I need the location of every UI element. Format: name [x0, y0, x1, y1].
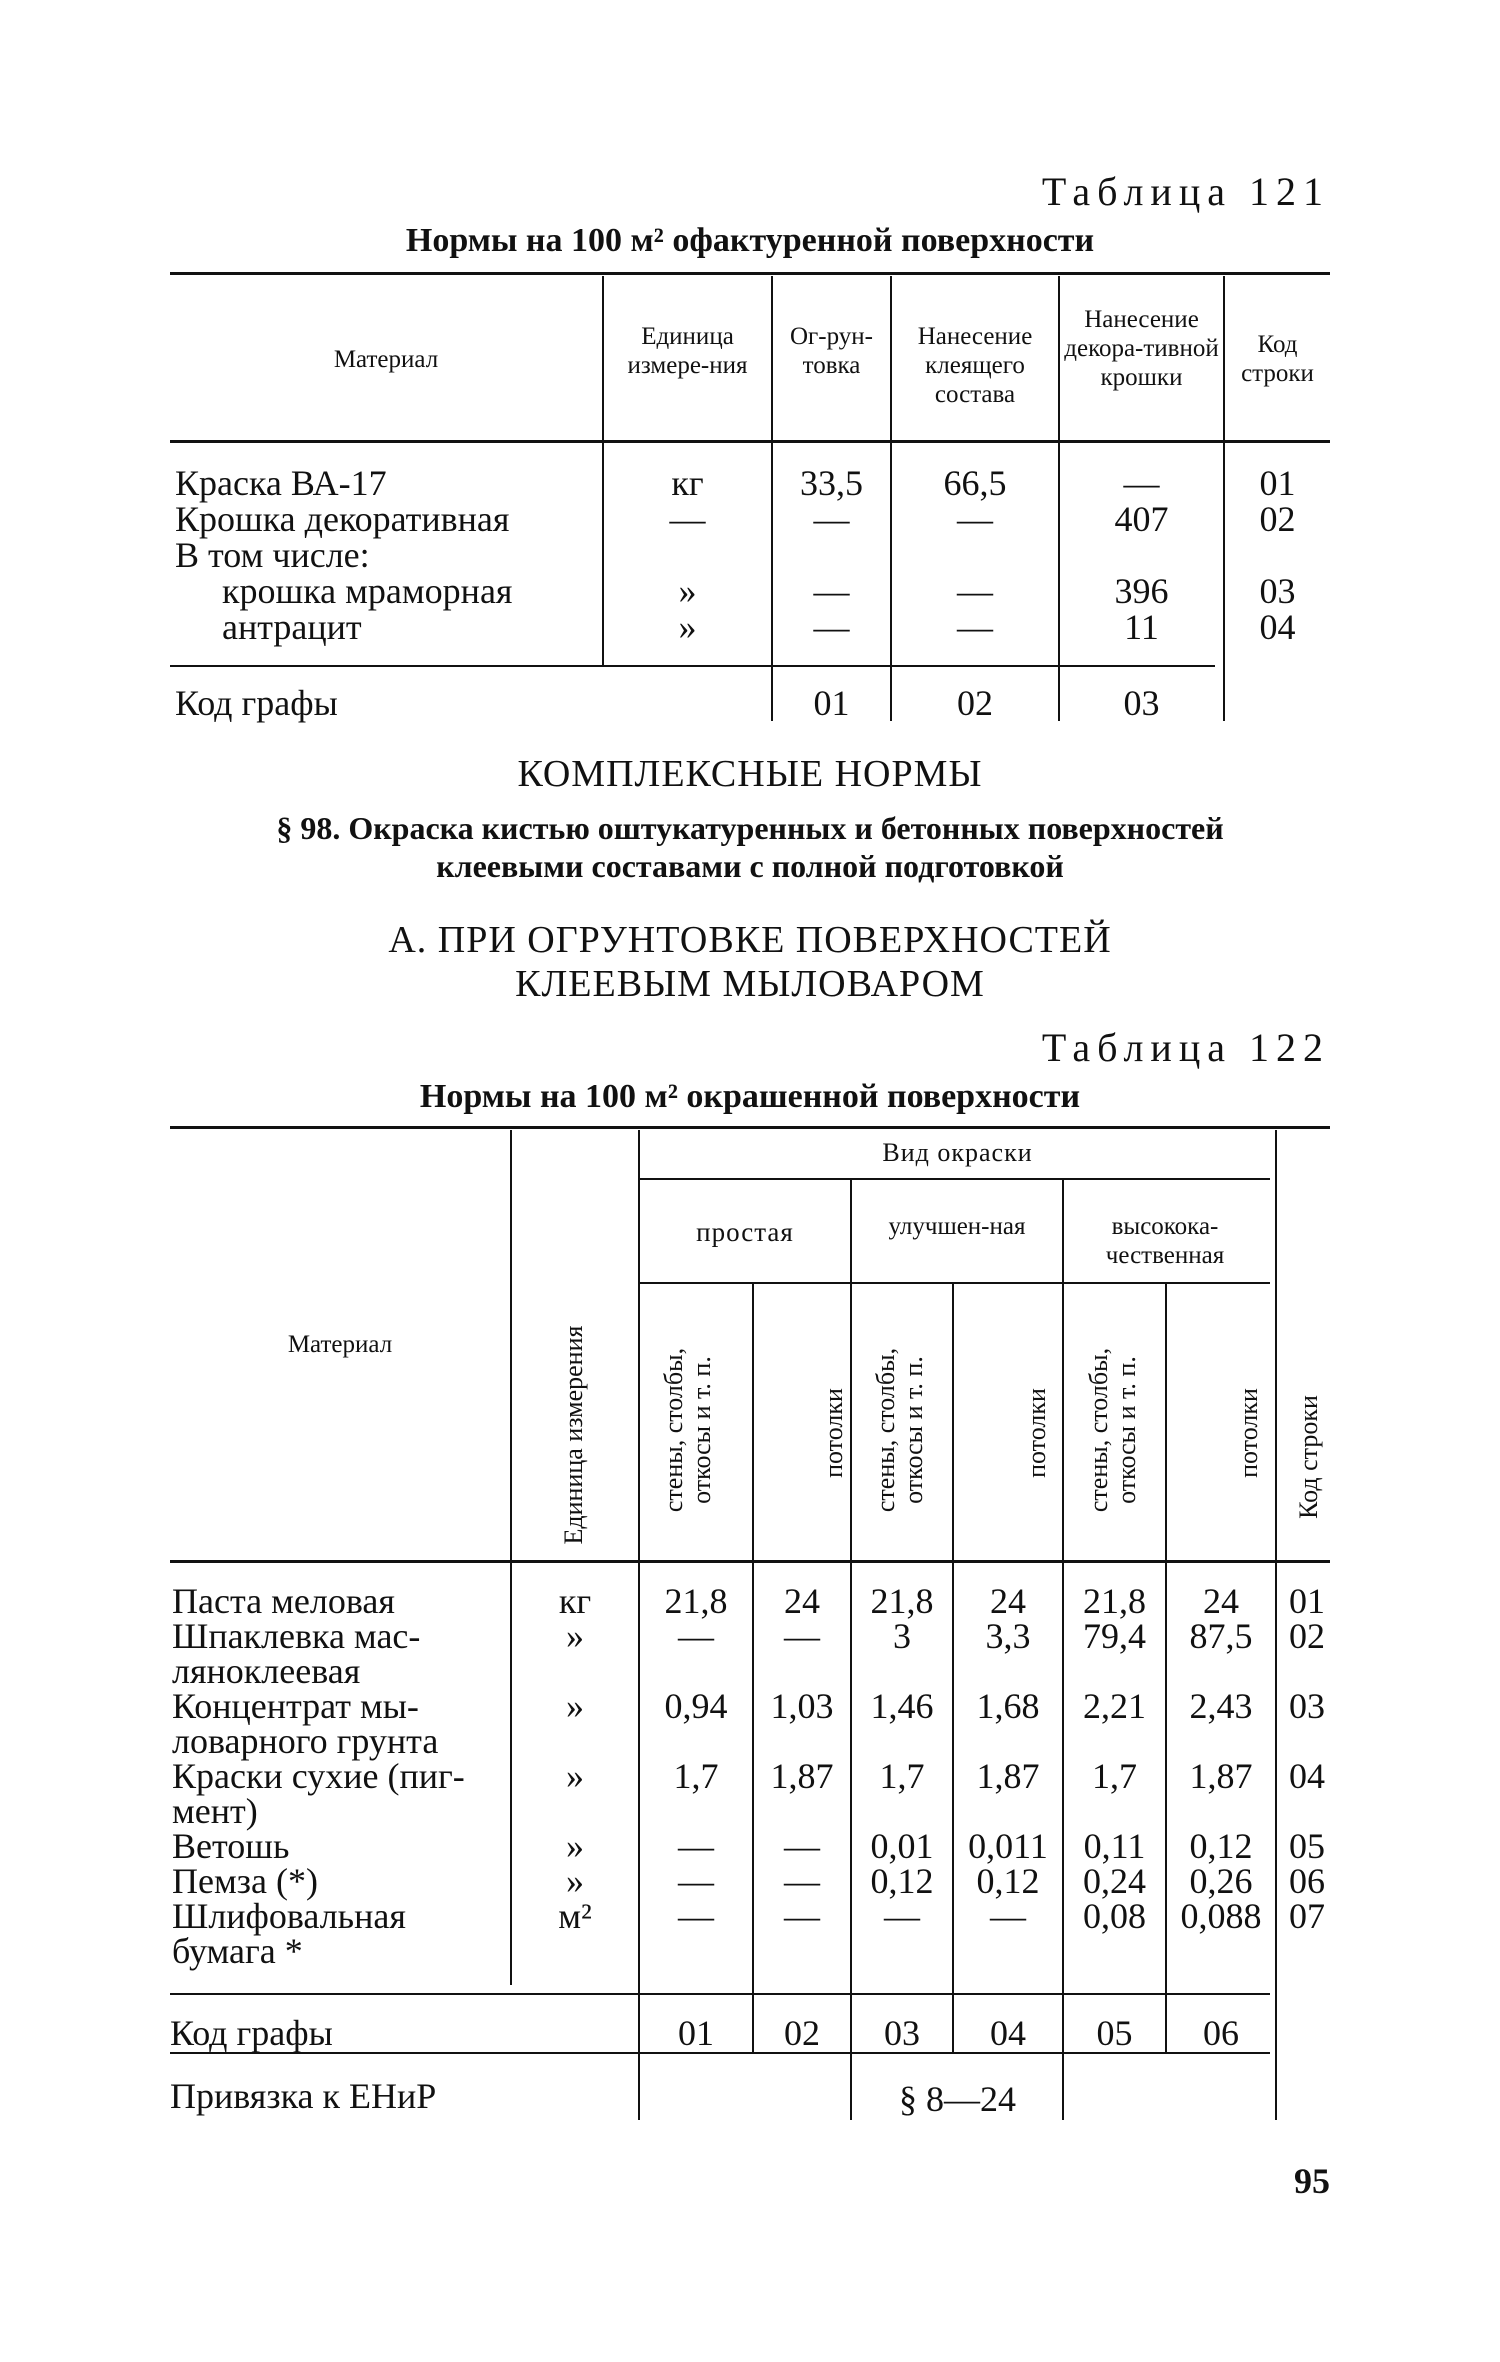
row-unit: кг — [671, 463, 704, 503]
table-122-label: Таблица 122 — [1041, 1025, 1330, 1070]
row-value: 0,26 — [1189, 1861, 1253, 1901]
row-value: 21,8 — [870, 1581, 934, 1621]
header-walls: стены, столбы, откосы и т. п. — [1084, 1347, 1141, 1513]
header-unit: Единица измере-ния — [627, 323, 748, 379]
row-name: Краска ВА-17 — [175, 463, 387, 503]
subsection-title-line-2: КЛЕЕВЫМ МЫЛОВАРОМ — [515, 963, 985, 1005]
row-name: Крошка декоративная — [175, 499, 510, 539]
row-name: Паста меловая — [172, 1581, 395, 1621]
row-code: 05 — [1289, 1826, 1325, 1866]
row-code: 03 — [1259, 571, 1296, 611]
header-simple: простая — [696, 1217, 794, 1247]
column-code: 02 — [957, 683, 993, 723]
column-code: 05 — [1096, 2013, 1133, 2053]
row-value: 0,011 — [968, 1826, 1048, 1866]
row-value: 21,8 — [664, 1581, 728, 1621]
row-crumb: — — [1123, 463, 1160, 503]
row-unit: кг — [558, 1581, 592, 1621]
row-value: 0,01 — [870, 1826, 934, 1866]
row-value: 0,12 — [976, 1861, 1040, 1901]
row-value: 2,43 — [1189, 1686, 1253, 1726]
row-name: Шлифовальная — [172, 1896, 406, 1936]
header-ceilings: потолки — [1022, 1388, 1051, 1478]
row-value: — — [784, 1616, 820, 1656]
row-name: мент) — [172, 1791, 258, 1831]
row-code: 03 — [1289, 1686, 1325, 1726]
row-value: 1,7 — [673, 1756, 719, 1796]
row-value: — — [784, 1896, 820, 1936]
header-code: Код строки — [1294, 1395, 1323, 1519]
row-code: 02 — [1259, 499, 1296, 539]
column-codes-label: Код графы — [175, 683, 338, 723]
binding-label: Привязка к ЕНиР — [170, 2076, 437, 2116]
row-value: 1,68 — [976, 1686, 1040, 1726]
row-name: В том числе: — [175, 535, 370, 575]
row-code: 07 — [1289, 1896, 1325, 1936]
row-crumb: 407 — [1114, 499, 1169, 539]
column-code: 04 — [990, 2013, 1026, 2053]
row-name: ляноклеевая — [172, 1651, 361, 1691]
row-value: 0,94 — [664, 1686, 728, 1726]
row-value: — — [784, 1861, 820, 1901]
row-code: 06 — [1289, 1861, 1325, 1901]
row-unit: » — [566, 1861, 584, 1901]
column-codes-label: Код графы — [170, 2013, 333, 2053]
row-value: 1,87 — [770, 1756, 834, 1796]
row-value: — — [678, 1616, 714, 1656]
row-value: 79,4 — [1083, 1616, 1146, 1656]
row-value: 1,03 — [770, 1686, 834, 1726]
column-code: 03 — [1123, 683, 1160, 723]
row-unit: » — [566, 1616, 584, 1656]
row-unit: » — [678, 571, 697, 611]
row-value: 24 — [990, 1581, 1026, 1621]
row-code: 04 — [1289, 1756, 1325, 1796]
row-crumb: 396 — [1114, 571, 1169, 611]
row-value: 0,088 — [1180, 1896, 1262, 1936]
row-name: Шпаклевка мас- — [172, 1616, 421, 1656]
header-material: Материал — [287, 1331, 393, 1358]
row-unit: м² — [558, 1896, 592, 1936]
row-unit: » — [566, 1686, 584, 1726]
column-code: 06 — [1203, 2013, 1239, 2053]
column-code: 03 — [884, 2013, 920, 2053]
row-value: 0,11 — [1083, 1826, 1146, 1866]
header-walls: стены, столбы, откосы и т. п. — [659, 1347, 716, 1513]
row-adhesive: — — [957, 607, 993, 647]
row-code: 02 — [1289, 1616, 1325, 1656]
header-unit: Единица измерения — [559, 1325, 588, 1545]
header-material: Материал — [333, 346, 439, 373]
row-value: 2,21 — [1083, 1686, 1146, 1726]
row-value: — — [990, 1896, 1026, 1936]
header-code: Код строки — [1241, 331, 1314, 387]
header-ceilings: потолки — [1234, 1388, 1263, 1478]
header-high: высокока-чественная — [1105, 1213, 1225, 1269]
page-number: 95 — [1294, 2161, 1330, 2201]
row-adhesive: — — [957, 499, 993, 539]
row-unit: — — [669, 499, 706, 539]
row-name: ловарного грунта — [172, 1721, 439, 1761]
header-walls: стены, столбы, откосы и т. п. — [871, 1347, 928, 1513]
row-unit: » — [566, 1756, 584, 1796]
row-value: — — [784, 1826, 820, 1866]
row-name: крошка мраморная — [222, 571, 513, 611]
binding-value: § 8—24 — [899, 2079, 1016, 2119]
row-value: — — [678, 1861, 714, 1901]
row-code: 04 — [1259, 607, 1296, 647]
row-code: 01 — [1259, 463, 1296, 503]
row-unit: » — [678, 607, 697, 647]
row-value: 0,12 — [870, 1861, 934, 1901]
row-name: Ветошь — [172, 1826, 290, 1866]
row-name: Пемза (*) — [172, 1861, 318, 1901]
row-value: 1,46 — [870, 1686, 934, 1726]
header-primer: Ог-рун-товка — [789, 323, 873, 379]
row-primer: — — [813, 571, 850, 611]
row-name: бумага * — [172, 1931, 303, 1971]
row-value: — — [678, 1826, 714, 1866]
header-improved: улучшен-ная — [888, 1213, 1026, 1240]
paragraph-title-line-1: § 98. Окраска кистью оштукатуренных и бетонных поверхностей — [276, 810, 1224, 846]
row-value: 0,12 — [1189, 1826, 1253, 1866]
header-ceilings: потолки — [819, 1388, 848, 1478]
row-name: Концентрат мы- — [172, 1686, 419, 1726]
row-value: 24 — [784, 1581, 820, 1621]
row-primer: — — [813, 607, 850, 647]
row-unit: » — [566, 1826, 584, 1866]
column-code: 02 — [784, 2013, 820, 2053]
paragraph-title-line-2: клеевыми составами с полной подготовкой — [436, 848, 1064, 884]
table-122-caption: Нормы на 100 м² окрашенной поверхности — [419, 1078, 1081, 1115]
row-value: 1,87 — [976, 1756, 1040, 1796]
section-title: КОМПЛЕКСНЫЕ НОРМЫ — [517, 753, 983, 795]
row-value: 3 — [893, 1616, 911, 1656]
row-value: 0,24 — [1083, 1861, 1146, 1901]
header-adhesive: Нанесение клеящего состава — [917, 323, 1033, 408]
column-code: 01 — [678, 2013, 714, 2053]
row-value: — — [678, 1896, 714, 1936]
header-paint-type: Вид окраски — [882, 1138, 1033, 1167]
row-code: 01 — [1289, 1581, 1325, 1621]
subsection-title-line-1: А. ПРИ ОГРУНТОВКЕ ПОВЕРХНОСТЕЙ — [388, 919, 1112, 961]
row-value: 24 — [1203, 1581, 1239, 1621]
row-primer: — — [813, 499, 850, 539]
row-value: 0,08 — [1083, 1896, 1146, 1936]
row-value: 87,5 — [1189, 1616, 1253, 1656]
row-value: 1,7 — [1092, 1756, 1137, 1796]
table-121-label: Таблица 121 — [1041, 169, 1330, 214]
header-crumb: Нанесение декора-тивной крошки — [1064, 306, 1219, 391]
row-adhesive: 66,5 — [943, 463, 1007, 503]
row-name: Краски сухие (пиг- — [172, 1756, 465, 1796]
row-name: антрацит — [222, 607, 362, 647]
row-adhesive: — — [957, 571, 993, 611]
row-primer: 33,5 — [800, 463, 863, 503]
column-code: 01 — [813, 683, 850, 723]
row-value: 1,7 — [879, 1756, 925, 1796]
row-value: 1,87 — [1189, 1756, 1253, 1796]
row-value: — — [884, 1896, 920, 1936]
table-121-caption: Нормы на 100 м² офактуренной поверхности — [405, 222, 1095, 259]
row-value: 3,3 — [985, 1616, 1031, 1656]
row-crumb: 11 — [1124, 607, 1159, 647]
row-value: 21,8 — [1083, 1581, 1146, 1621]
